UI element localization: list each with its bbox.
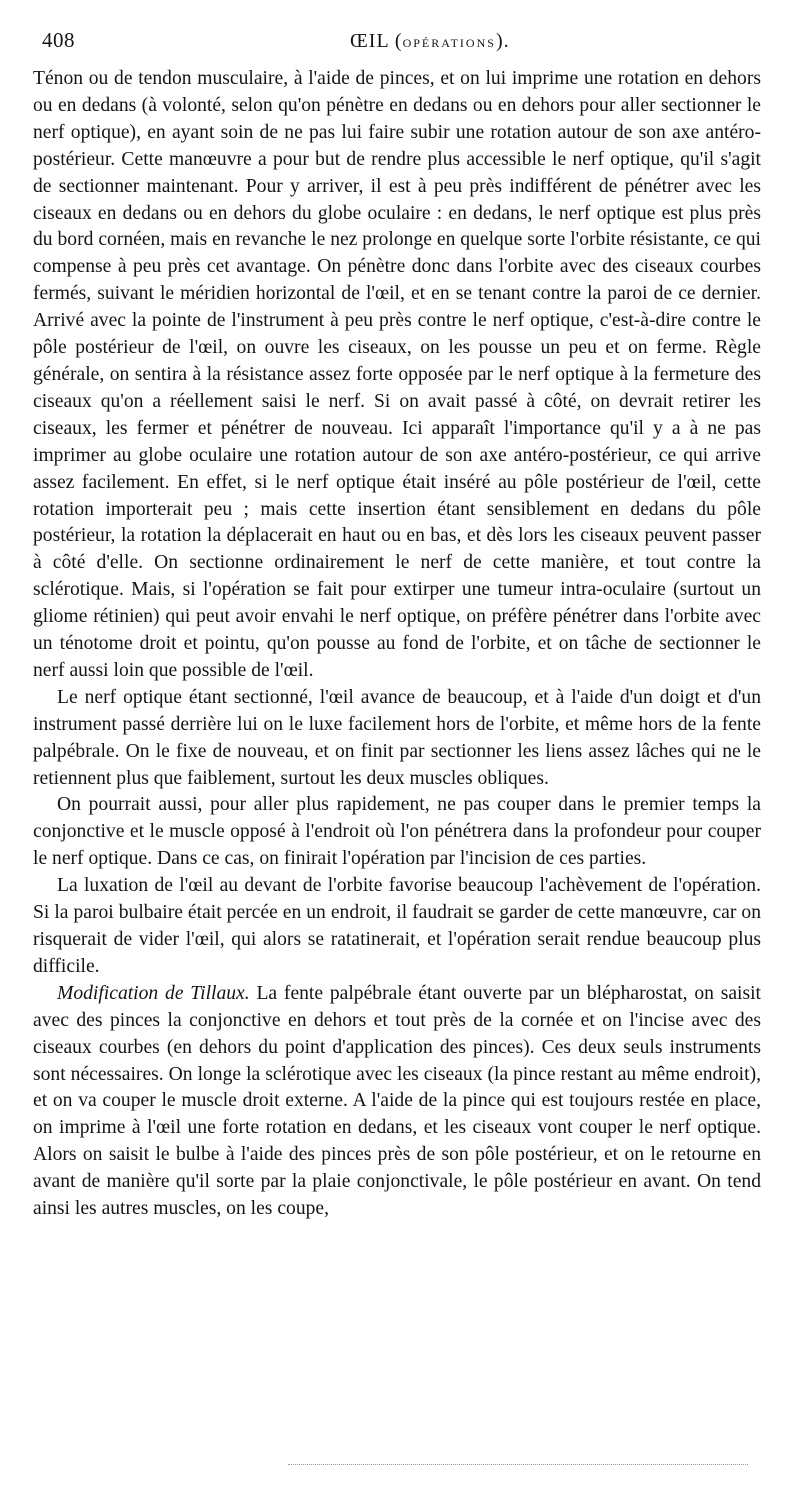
paragraph-1: Ténon ou de tendon musculaire, à l'aide de pinces, et on lui imprime une rotation en dehors ou en dedans (à volonté, selon qu'on pénètre en dedans ou en dehors pour aller sectionner le nerf optique), en ayant soin de ne pas lui faire subir une rotation autour de son axe antéro-postérieur. Cette manœuvre a pour but de rendre plus accessible le nerf optique, qu'il s'agit de sectionner maintenant. Pour y arriver, il est à peu près indifférent de pénétrer avec les ciseaux en dedans ou en dehors du globe oculaire : en dedans, le nerf optique est plus près du bord cornéen, mais en revanche le nez prolonge en quelque sorte l'orbite résistante, ce qui compense à peu près cet avantage. On pénètre donc dans l'orbite avec des ciseaux courbes fermés, suivant le méridien horizontal de l'œil, et en se tenant contre la paroi de ce dernier. Arrivé avec la pointe de l'instrument à peu près contre le nerf optique, c'est-à-dire contre le pôle postérieur de l'œil, on ouvre les ciseaux, on les pousse un peu et on ferme. Règle générale, on sentira à la résistance assez forte opposée par le nerf optique à la fermeture des ciseaux qu'on a réellement saisi le nerf. Si on avait passé à côté, on devrait retirer les ciseaux, les fermer et pénétrer de nouveau. Ici apparaît l'importance qu'il y a à ne pas imprimer au globe oculaire une rotation autour de son axe antéro-postérieur, ce qui arrive assez facilement. En effet, si le nerf optique était inséré au pôle postérieur de l'œil, cette rotation importerait peu ; mais cette insertion étant sensiblement en dedans du pôle postérieur, la rotation la déplacerait en haut ou en bas, et dès lors les ciseaux peuvent passer à côté d'elle. On sectionne ordinairement le nerf de cette manière, et tout contre la sclérotique. Mais, si l'opération se fait pour extirper une tumeur intra-oculaire (surtout un gliome rétinien) qui peut avoir envahi le nerf optique, on préfère pénétrer dans l'orbite avec un ténotome droit et pointu, qu'on pousse au fond de l'orbite, et on tâche de sectionner le nerf aussi loin que possible de l'œil. — [33, 68, 761, 681]
running-head-subtitle: opérations — [402, 32, 496, 51]
page-number: 408 — [42, 28, 75, 52]
paragraph-5 — [33, 981, 761, 1223]
paragraph-2: Le nerf optique étant sectionné, l'œil avance de beaucoup, et à l'aide d'un doigt et d'un instrument passé derrière lui on le luxe facilement hors de l'orbite, et même hors de la fente palpébrale. On le fixe de nouveau, et on finit par sectionner les liens assez lâches qui ne le retiennent plus que faiblement, surtout les deux muscles obliques. — [33, 686, 761, 789]
footer-rule — [288, 1464, 748, 1465]
paragraph-4: La luxation de l'œil au devant de l'orbite favorise beaucoup l'achèvement de l'opération. Si la paroi bulbaire était percée en un endroit, il faudrait se garder de cette manœuvre, car on risquerait de vider l'œil, qui alors se ratatinerait, et l'opération serait rendue beaucoup plus difficile. — [33, 875, 761, 977]
running-head — [350, 30, 510, 53]
running-head-paren-open: ( — [394, 30, 403, 52]
page-header — [38, 22, 766, 58]
body-text — [33, 66, 761, 1223]
running-head-paren-close: ). — [495, 30, 510, 52]
running-head-title: ŒIL — [350, 30, 389, 52]
paragraph-3: On pourrait aussi, pour aller plus rapidement, ne pas couper dans le premier temps la conjonctive et le muscle opposé à l'endroit où l'on pénétrera dans la profondeur pour couper le nerf optique. Dans ce cas, on finirait l'opération par l'incision de ces parties. — [33, 794, 761, 870]
paragraph-5-text: La fente palpébrale étant ouverte par un blépharostat, on saisit avec des pinces la conjonctive en dehors et tout près de la cornée et on l'incise avec des ciseaux courbes (en dehors du point d'application des pinces). Ces deux seuls instruments sont nécessaires. On longe la sclérotique avec les ciseaux (la pince restant au même endroit), et on va couper le muscle droit externe. A l'aide de la pince qui est toujours restée en place, on imprime à l'œil une forte rotation en dedans, et les ciseaux vont couper le nerf optique. Alors on saisit le bulbe à l'aide des pinces près de son pôle postérieur, et on le retourne en avant de manière qu'il sorte par la plaie conjonctivale, le pôle postérieur en avant. On tend ainsi les autres muscles, on les coupe, — [33, 982, 761, 1220]
paragraph-5-lead: Modification de Tillaux. — [57, 982, 250, 1004]
